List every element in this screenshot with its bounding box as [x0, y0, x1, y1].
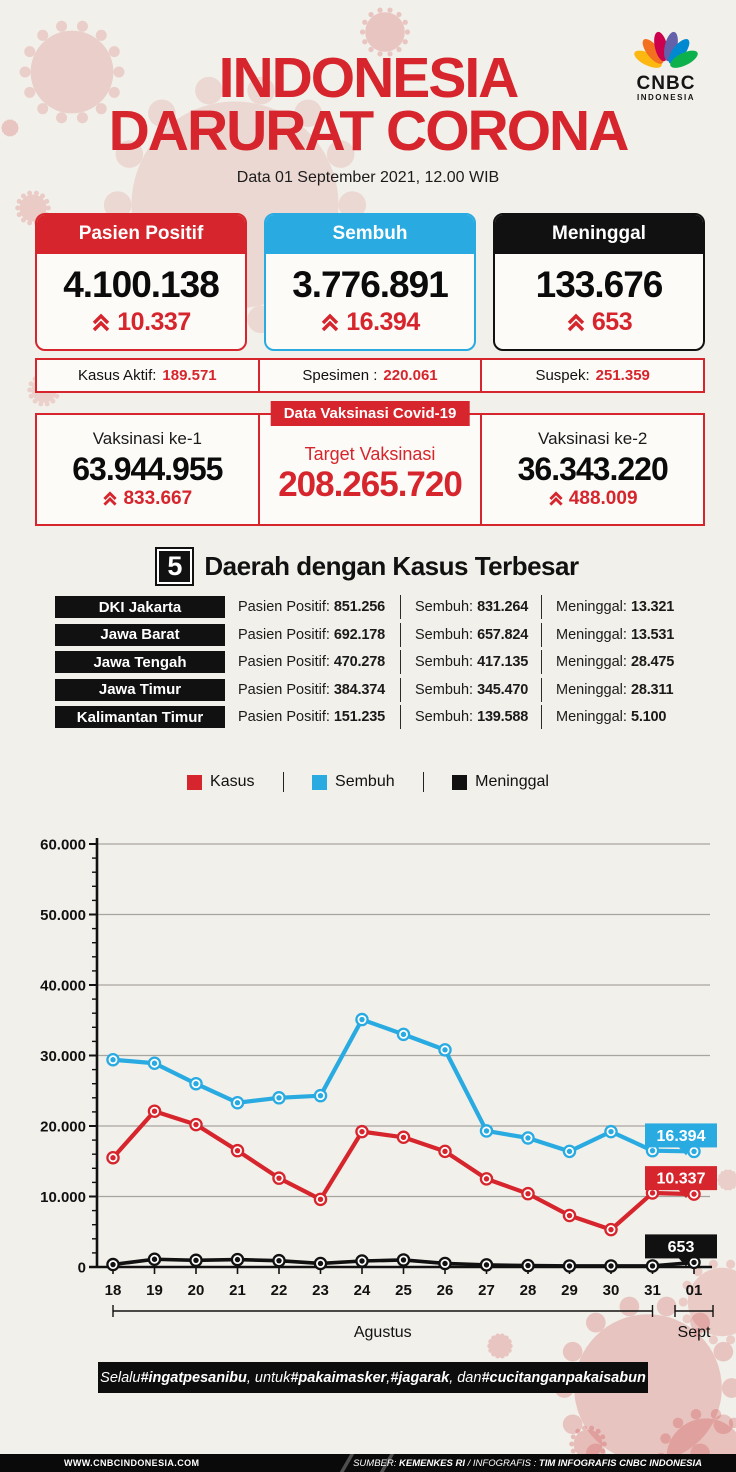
- svg-text:27: 27: [478, 1282, 495, 1299]
- hashtag: #jagarak: [390, 1369, 450, 1386]
- region-positive: Pasien Positif: 151.235: [238, 709, 385, 725]
- region-deceased: Meninggal: 28.475: [556, 654, 675, 670]
- card-meninggal: [493, 213, 705, 351]
- spesimen: [258, 360, 481, 391]
- credits-source: KEMENKES RI: [399, 1457, 465, 1469]
- region-recovered: Sembuh: 657.824: [415, 626, 529, 643]
- sub-stat-value: 251.359: [595, 367, 650, 384]
- svg-text:40.000: 40.000: [40, 977, 86, 995]
- legend-item-kasus: [187, 773, 254, 791]
- vax-label: Vaksinasi ke-1: [92, 429, 202, 448]
- title-line1: INDONESIA: [218, 46, 518, 110]
- svg-text:24: 24: [353, 1282, 371, 1299]
- table-row: [55, 706, 695, 728]
- svg-text:Sept: Sept: [677, 1324, 711, 1341]
- logo-brand: CNBC: [636, 73, 696, 94]
- card-delta-value: 16.394: [346, 308, 420, 336]
- kasus-aktif: [37, 360, 258, 391]
- region-recovered: Sembuh: 831.264: [415, 599, 529, 615]
- legend-swatch: [452, 775, 467, 790]
- region-recovered: Sembuh: 139.588: [415, 709, 529, 725]
- svg-text:01: 01: [685, 1282, 703, 1299]
- svg-text:10.000: 10.000: [40, 1189, 86, 1206]
- credits-prefix: SUMBER:: [353, 1457, 400, 1469]
- table-row: [55, 596, 695, 618]
- region-name-pill: Jawa Tengah: [55, 651, 225, 673]
- footer-credits: [353, 1458, 736, 1469]
- svg-text:31: 31: [644, 1282, 661, 1299]
- legend-item-meninggal: [452, 773, 549, 791]
- region-deceased: Meninggal: 13.321: [556, 599, 675, 615]
- svg-text:26: 26: [436, 1282, 454, 1299]
- vax-value: 36.343.220: [517, 451, 668, 487]
- regions-section-title: [0, 549, 736, 584]
- card-value: 133.676: [535, 264, 663, 305]
- regions-table: [55, 596, 695, 734]
- hashtag-text: , untuk: [246, 1369, 291, 1386]
- region-name-pill: Jawa Timur: [55, 679, 225, 701]
- page-title: [0, 46, 736, 163]
- card-label: Pasien Positif: [37, 215, 245, 254]
- legend-divider: [423, 772, 425, 792]
- vax-label: Vaksinasi ke-2: [538, 429, 648, 448]
- card-label: Meninggal: [495, 215, 703, 254]
- region-recovered: Sembuh: 417.135: [415, 654, 529, 670]
- double-chevron-up-icon: [320, 313, 340, 333]
- region-positive: Pasien Positif: 851.256: [238, 599, 385, 615]
- svg-text:0: 0: [77, 1259, 86, 1277]
- table-row: [55, 679, 695, 701]
- vaccination-dose2: [480, 415, 703, 524]
- vax-delta-value: 488.009: [568, 488, 638, 509]
- vaccination-dose1: [37, 415, 258, 524]
- stat-cards: [35, 213, 705, 351]
- region-positive: Pasien Positif: 692.178: [238, 626, 385, 643]
- section-heading: Daerah dengan Kasus Terbesar: [204, 551, 579, 581]
- double-chevron-up-icon: [91, 313, 111, 333]
- sub-stat-value: 220.061: [383, 367, 438, 384]
- region-name-pill: Jawa Barat: [55, 624, 225, 646]
- region-name-pill: DKI Jakarta: [55, 596, 225, 618]
- number-badge: 5: [157, 549, 192, 584]
- sub-stat-label: Spesimen :: [302, 367, 378, 384]
- region-recovered: Sembuh: 345.470: [415, 681, 529, 698]
- svg-text:30.000: 30.000: [40, 1048, 86, 1065]
- hashtag-text: Selalu: [100, 1369, 141, 1386]
- svg-text:653: 653: [667, 1238, 695, 1256]
- sub-stat-label: Kasus Aktif:: [78, 367, 157, 384]
- footer-divider: [340, 1454, 354, 1472]
- region-positive: Pasien Positif: 470.278: [238, 654, 385, 670]
- card-delta: [37, 306, 245, 349]
- chart-legend: [0, 772, 736, 792]
- credits-team: TIM INFOGRAFIS CNBC INDONESIA: [538, 1457, 702, 1469]
- vaccination-badge: Data Vaksinasi Covid-19: [271, 401, 470, 426]
- trend-line-chart: [0, 830, 736, 1350]
- vax-delta: [102, 488, 192, 510]
- sub-stat-label: Suspek:: [535, 367, 590, 384]
- vax-delta-value: 833.667: [123, 488, 193, 509]
- hashtag: #ingatpesanibu: [140, 1369, 247, 1386]
- legend-item-sembuh: [312, 773, 395, 791]
- region-deceased: Meninggal: 5.100: [556, 709, 667, 725]
- region-name-pill: Kalimantan Timur: [55, 706, 225, 728]
- svg-text:50.000: 50.000: [40, 907, 86, 924]
- footer-website: WWW.CNBCINDONESIA.COM: [64, 1458, 200, 1468]
- hashtag-message-bar: [98, 1362, 648, 1393]
- svg-text:16.394: 16.394: [656, 1127, 706, 1145]
- suspek: [480, 360, 703, 391]
- sub-stats-strip: [35, 358, 705, 393]
- footer-bar: [0, 1454, 736, 1472]
- svg-text:Agustus: Agustus: [353, 1324, 412, 1341]
- svg-text:60.000: 60.000: [40, 836, 86, 854]
- svg-text:25: 25: [395, 1282, 412, 1299]
- svg-text:30: 30: [602, 1282, 620, 1299]
- logo-sub: INDONESIA: [637, 93, 695, 102]
- card-delta: [495, 306, 703, 349]
- svg-text:28: 28: [519, 1282, 537, 1299]
- double-chevron-up-icon: [102, 491, 118, 507]
- legend-label: Meninggal: [475, 773, 549, 790]
- region-deceased: Meninggal: 13.531: [556, 626, 675, 643]
- legend-divider: [283, 772, 285, 792]
- card-sembuh: [264, 213, 476, 351]
- hashtag: #pakaimasker: [290, 1369, 387, 1386]
- legend-label: Sembuh: [335, 773, 395, 790]
- card-value: 4.100.138: [63, 264, 219, 305]
- region-deceased: Meninggal: 28.311: [556, 681, 674, 698]
- vaccination-target: [258, 405, 481, 524]
- legend-swatch: [312, 775, 327, 790]
- double-chevron-up-icon: [566, 313, 586, 333]
- target-value: 208.265.720: [278, 465, 462, 504]
- vax-delta: [548, 488, 638, 510]
- data-date: Data 01 September 2021, 12.00 WIB: [236, 169, 500, 186]
- svg-text:20.000: 20.000: [40, 1118, 86, 1136]
- svg-text:10.337: 10.337: [656, 1170, 706, 1188]
- target-label: Target Vaksinasi: [304, 444, 436, 464]
- card-pasien-positif: [35, 213, 247, 351]
- svg-text:21: 21: [229, 1282, 246, 1299]
- hashtag: #cucitanganpakaisabun: [481, 1369, 646, 1386]
- vaccination-panel: [35, 405, 705, 526]
- region-positive: Pasien Positif: 384.374: [238, 681, 385, 698]
- table-row: [55, 624, 695, 646]
- sub-stat-value: 189.571: [162, 367, 217, 384]
- hashtag-text: ,: [386, 1369, 391, 1386]
- card-delta-value: 653: [591, 308, 633, 336]
- card-label: Sembuh: [266, 215, 474, 254]
- card-delta-value: 10.337: [117, 308, 191, 336]
- credits-mid: / INFOGRAFIS :: [465, 1457, 539, 1469]
- card-delta: [266, 306, 474, 349]
- title-line2: DARURAT CORONA: [108, 99, 628, 163]
- svg-text:19: 19: [146, 1282, 163, 1299]
- double-chevron-up-icon: [548, 491, 564, 507]
- svg-text:29: 29: [561, 1282, 578, 1299]
- svg-text:23: 23: [312, 1282, 329, 1299]
- legend-label: Kasus: [210, 773, 255, 790]
- svg-text:18: 18: [104, 1282, 122, 1299]
- hashtag-text: , dan: [449, 1369, 482, 1386]
- svg-text:22: 22: [270, 1282, 288, 1299]
- legend-swatch: [187, 775, 202, 790]
- card-value: 3.776.891: [292, 264, 448, 305]
- vax-value: 63.944.955: [72, 451, 223, 487]
- svg-text:20: 20: [187, 1282, 205, 1299]
- table-row: [55, 651, 695, 673]
